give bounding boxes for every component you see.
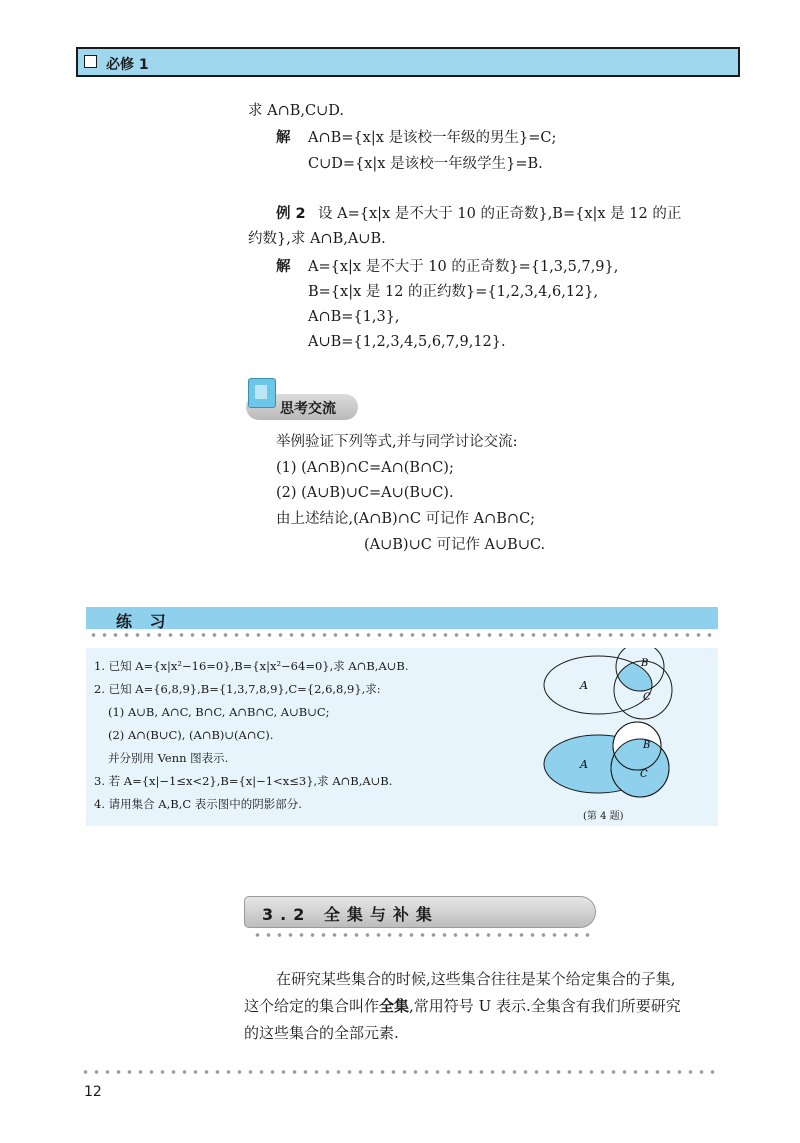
- exercise-item: (2) A∩(B∪C), (A∩B)∪(A∩C).: [108, 728, 274, 742]
- venn2-label-c: C: [640, 769, 648, 780]
- venn-diagram-1: [544, 648, 672, 719]
- paragraph-text: ,常用符号 U 表示.全集含有我们所要研究: [409, 997, 681, 1015]
- exercise-item: 并分别用 Venn 图表示.: [108, 751, 229, 765]
- dotted-divider: [252, 932, 596, 938]
- figure-caption: (第 4 题): [583, 811, 624, 822]
- exercise-item: (1) A∪B, A∩C, B∩C, A∩B∩C, A∪B∪C;: [108, 705, 330, 719]
- section-paragraph: [244, 995, 681, 1017]
- exercise-item: 4. 请用集合 A,B,C 表示图中的阴影部分.: [94, 797, 302, 811]
- page-number: 12: [84, 1084, 102, 1100]
- exercise-title: 练 习: [116, 612, 172, 631]
- exercise-item: 3. 若 A={x|−1≤x<2},B={x|−1<x≤3},求 A∩B,A∪B.: [94, 774, 393, 788]
- example2-solution-line: A={x|x 是不大于 10 的正奇数}={1,3,5,7,9},: [308, 259, 619, 275]
- exercise-item: 1. 已知 A={x|x²−16=0},B={x|x²−64=0},求 A∩B,A∪B.: [94, 659, 409, 673]
- section-paragraph: 的这些集合的全部元素.: [244, 1024, 399, 1042]
- example2-solution-label: 解: [276, 259, 291, 275]
- section-heading: 3.2 全集与补集: [262, 905, 439, 924]
- venn2-label-b: B: [643, 740, 651, 751]
- example1-solution-label: 解: [276, 130, 291, 146]
- example2-prompt: 约数},求 A∩B,A∪B.: [248, 231, 386, 247]
- example2-solution-line: A∪B={1,2,3,4,5,6,7,9,12}.: [308, 334, 506, 350]
- thinking-text: 举例验证下列等式,并与同学讨论交流:: [276, 434, 518, 450]
- dotted-divider: [88, 632, 718, 638]
- venn-diagrams: [540, 648, 710, 808]
- term-universal-set: 全集: [379, 997, 410, 1015]
- example2-solution-line: A∩B={1,3},: [308, 309, 400, 325]
- thinking-text: (2) (A∪B)∪C=A∪(B∪C).: [276, 485, 454, 501]
- example2-solution-line: B={x|x 是 12 的正约数}={1,2,3,4,6,12},: [308, 284, 599, 300]
- thinking-text: 由上述结论,(A∩B)∩C 可记作 A∩B∩C;: [276, 511, 536, 527]
- thinking-text: (1) (A∩B)∩C=A∩(B∩C);: [276, 460, 454, 476]
- example2-prompt: 设 A={x|x 是不大于 10 的正奇数},B={x|x 是 12 的正: [318, 206, 682, 222]
- example1-prompt: 求 A∩B,C∪D.: [248, 103, 344, 119]
- venn1-label-a: A: [580, 679, 588, 692]
- venn1-label-c: C: [643, 692, 651, 703]
- thinking-badge-label: 思考交流: [280, 401, 336, 417]
- header-square-icon: [84, 55, 97, 68]
- thinking-text: (A∪B)∪C 可记作 A∪B∪C.: [364, 537, 546, 553]
- header-bar: [76, 47, 740, 77]
- footer-dotted-divider: [80, 1069, 720, 1075]
- venn-diagram-2: [544, 722, 669, 797]
- section-paragraph: 在研究某些集合的时候,这些集合往往是某个给定集合的子集,: [276, 970, 676, 988]
- exercise-item: 2. 已知 A={6,8,9},B={1,3,7,8,9},C={2,6,8,9},求:: [94, 682, 381, 696]
- example1-solution-line: C∪D={x|x 是该校一年级学生}=B.: [308, 156, 543, 172]
- venn1-label-b: B: [641, 658, 649, 669]
- example2-label: 例 2: [276, 206, 306, 222]
- venn2-label-a: A: [580, 758, 588, 771]
- exercise-title-bar: [86, 607, 718, 629]
- cube-face: [255, 385, 267, 399]
- example1-solution-line: A∩B={x|x 是该校一年级的男生}=C;: [308, 130, 557, 146]
- book-title: 必修 1: [106, 57, 149, 73]
- paragraph-text: 这个给定的集合叫作: [244, 997, 380, 1015]
